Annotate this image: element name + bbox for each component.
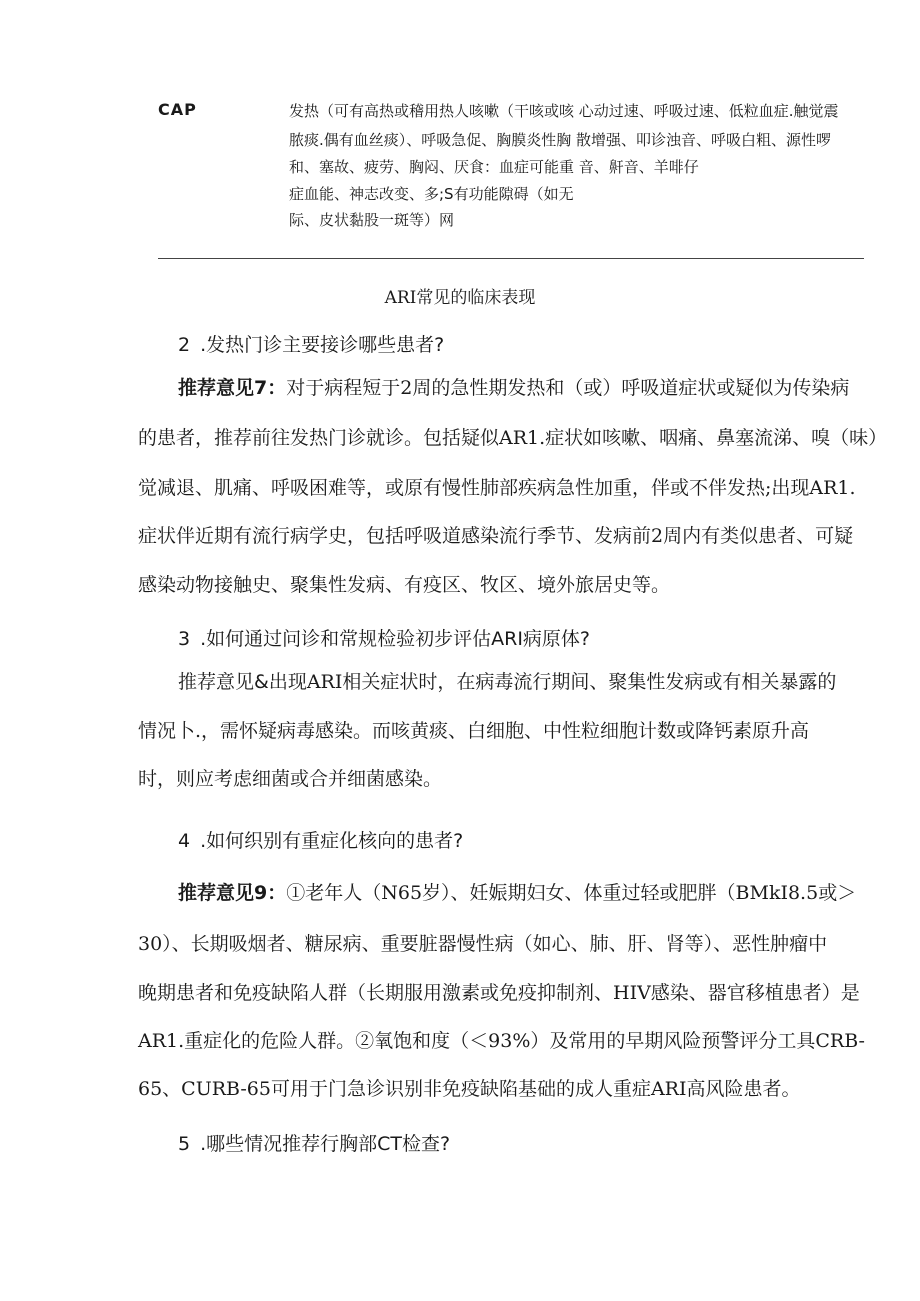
table-cell-line: 发热（可有高热或稽用热人咳嗽（干咳或咳 心动过速、呼吸过速、低粒血症.触觉震 — [289, 102, 839, 120]
paragraph-line: 觉减退、肌痛、呼吸困难等，或原有慢性肺部疾病急性加重，伴或不伴发热;出现AR1. — [138, 477, 856, 499]
paragraph-line: 30）、长期吸烟者、糖尿病、重要脏器慢性病（如心、肺、肝、肾等）、恶性肿瘤中 — [138, 933, 828, 955]
paragraph-line: 晚期患者和免疫缺陷人群（长期服用激素或免疫抑制剂、HIV感染、器官移植患者）是 — [138, 982, 860, 1004]
paragraph-line: 的患者，推荐前往发热门诊就诊。包括疑似AR1.症状如咳嗽、咽痛、鼻塞流涕、嗅（味） — [138, 427, 888, 449]
paragraph-line: 感染动物接触史、聚集性发病、有疫区、牧区、境外旅居史等。 — [138, 574, 671, 596]
paragraph-text: 对于病程短于2周的急性期发热和（或）呼吸道症状或疑似为传染病 — [286, 377, 850, 399]
table-bottom-rule — [158, 258, 864, 259]
table-cell-line: 和、塞故、疲劳、胸闷、厌食：血症可能重 音、鼾音、羊啡仔 — [289, 158, 699, 176]
section-heading — [178, 1129, 450, 1156]
section-number: 2 — [178, 334, 191, 356]
paragraph-line: AR1.重症化的危险人群。②氧饱和度（＜93%）及常用的早期风险预警评分工具CRB- — [138, 1030, 865, 1052]
paragraph-line: 时，则应考虑细菌或合并细菌感染。 — [138, 768, 443, 790]
paragraph-line: 65、CURB-65可用于门急诊识别非免疫缺陷基础的成人重症ARI高风险患者。 — [138, 1078, 801, 1100]
section-title: .如何通过问诊和常规检验初步评估ARI病原体? — [200, 628, 591, 650]
section-number: 5 — [178, 1133, 191, 1155]
paragraph-line: 情况卜.，需怀疑病毒感染。而咳黄痰、白细胞、中性粒细胞计数或降钙素原升高 — [138, 720, 810, 742]
paragraph-line — [178, 379, 849, 398]
recommendation-label: 推荐意见& — [178, 671, 269, 693]
section-title: .发热门诊主要接诊哪些患者? — [200, 334, 445, 356]
paragraph-line: 症状伴近期有流行病学史，包括呼吸道感染流行季节、发病前2周内有类似患者、可疑 — [138, 525, 854, 547]
table-cell-line: 际、皮状黏股一斑等）网 — [289, 211, 455, 229]
recommendation-label: 推荐意见7： — [178, 377, 287, 399]
section-heading — [178, 624, 590, 651]
table-caption: ARI常见的临床表现 — [384, 288, 536, 308]
table-cell-line: 症血能、神志改变、多;S有功能隙碍（如无 — [289, 185, 574, 203]
section-title: .如何织别有重症化核向的患者? — [200, 830, 464, 852]
table-row-label: CAP — [158, 100, 197, 119]
section-title: .哪些情况推荐行胸部CT检查? — [200, 1133, 451, 1155]
recommendation-label: 推荐意见9： — [178, 882, 287, 904]
paragraph-text: ①老年人（N65岁）、妊娠期妇女、体重过轻或肥胖（BMkI8.5或＞ — [286, 882, 857, 904]
section-number: 4 — [178, 830, 191, 852]
paragraph-line — [178, 884, 856, 903]
table-cell-line: 脓痰.偶有血丝痰）、呼吸急促、胸膜炎性胸 散增强、叩诊浊音、呼吸白粗、源性啰 — [289, 131, 832, 149]
section-heading — [178, 826, 463, 853]
section-number: 3 — [178, 628, 191, 650]
paragraph-line — [178, 673, 836, 692]
paragraph-text: 出现ARI相关症状时，在病毒流行期间、聚集性发病或有相关暴露的 — [268, 671, 837, 693]
section-heading — [178, 330, 444, 357]
